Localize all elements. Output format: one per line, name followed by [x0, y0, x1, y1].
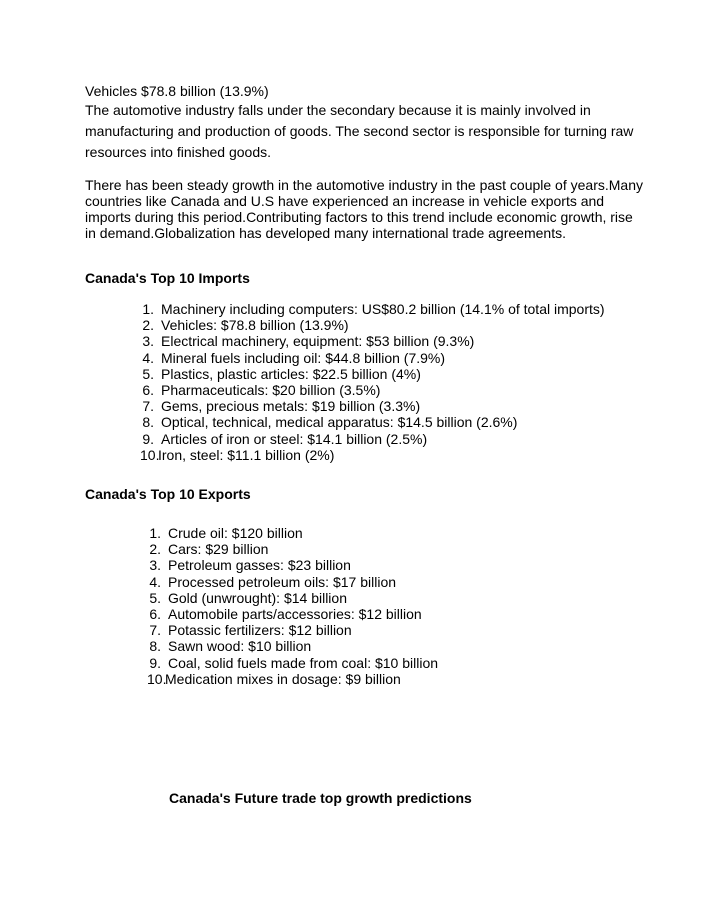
list-item — [140, 333, 605, 349]
list-item — [147, 606, 438, 622]
list-number: 10. — [147, 670, 167, 687]
list-item — [140, 447, 605, 463]
list-number: 8. — [142, 414, 154, 431]
list-item-text: Sawn wood: $10 billion — [168, 638, 312, 655]
list-item-text: Cars: $29 billion — [168, 541, 269, 558]
list-item — [147, 655, 438, 671]
list-item — [140, 350, 605, 366]
list-item-text: Iron, steel: $11.1 billion (2%) — [158, 446, 335, 463]
list-item — [140, 382, 605, 398]
list-number: 4. — [149, 573, 161, 590]
list-item-text: Machinery including computers: US$80.2 billion (14.1% of total imports) — [161, 301, 605, 317]
list-number: 4. — [142, 349, 154, 366]
list-item — [147, 622, 438, 638]
list-item-text: Articles of iron or steel: $14.1 billion (2.5%) — [161, 430, 428, 447]
list-number: 6. — [142, 381, 154, 398]
exports-heading: Canada's Top 10 Exports — [85, 486, 251, 502]
list-item — [140, 398, 605, 414]
list-item — [147, 574, 438, 590]
list-number: 9. — [149, 654, 161, 671]
list-number: 3. — [142, 333, 154, 350]
list-number: 1. — [142, 301, 154, 317]
list-item-text: Electrical machinery, equipment: $53 billion (9.3%) — [161, 333, 475, 350]
list-number: 7. — [149, 622, 161, 639]
exports-list — [147, 525, 438, 687]
list-item — [140, 414, 605, 430]
list-item-text: Optical, technical, medical apparatus: $14.5 billion (2.6%) — [161, 414, 518, 431]
list-item — [140, 366, 605, 382]
list-item-text: Gold (unwrought): $14 billion — [168, 589, 347, 606]
list-item — [140, 317, 605, 333]
list-item-text: Medication mixes in dosage: $9 billion — [165, 670, 401, 687]
list-item-text: Pharmaceuticals: $20 billion (3.5%) — [161, 381, 381, 398]
list-item — [147, 590, 438, 606]
list-number: 9. — [142, 430, 154, 447]
intro-line: Vehicles $78.8 billion (13.9%) — [85, 83, 269, 99]
list-number: 2. — [149, 541, 161, 558]
list-item-text: Automobile parts/accessories: $12 billion — [168, 605, 422, 622]
list-item-text: Vehicles: $78.8 billion (13.9%) — [161, 317, 349, 334]
list-item — [147, 557, 438, 573]
list-number: 2. — [142, 317, 154, 334]
list-number: 6. — [149, 605, 161, 622]
list-item-text: Coal, solid fuels made from coal: $10 billion — [168, 654, 439, 671]
list-number: 10. — [140, 446, 160, 463]
list-item-text: Gems, precious metals: $19 billion (3.3%) — [161, 398, 421, 415]
list-item — [140, 431, 605, 447]
list-number: 7. — [142, 398, 154, 415]
list-item-text: Crude oil: $120 billion — [168, 525, 303, 541]
list-item — [147, 671, 438, 687]
list-item-text: Potassic fertilizers: $12 billion — [168, 622, 352, 639]
list-number: 5. — [142, 365, 154, 382]
list-item — [140, 301, 605, 317]
paragraph-growth: There has been steady growth in the automotive industry in the past couple of years.Many countries like Canada and U.S have experienced an increase in vehicle exports and imports during this period.Contributing factors to this trend include economic growth, rise in demand.Globalization has developed many international trade agreements. — [85, 177, 643, 241]
list-number: 3. — [149, 557, 161, 574]
list-item-text: Mineral fuels including oil: $44.8 billion (7.9%) — [161, 349, 446, 366]
list-item-text: Plastics, plastic articles: $22.5 billion (4%) — [161, 365, 421, 382]
list-item — [147, 541, 438, 557]
list-number: 5. — [149, 589, 161, 606]
list-item-text: Petroleum gasses: $23 billion — [168, 557, 351, 574]
list-number: 8. — [149, 638, 161, 655]
imports-heading: Canada's Top 10 Imports — [85, 270, 250, 286]
list-item-text: Processed petroleum oils: $17 billion — [168, 573, 397, 590]
list-number: 1. — [149, 525, 161, 541]
list-item — [147, 525, 438, 541]
future-heading: Canada's Future trade top growth predictions — [169, 790, 472, 806]
imports-list — [140, 301, 605, 463]
list-item — [147, 638, 438, 654]
paragraph-automotive-sector: The automotive industry falls under the secondary because it is mainly involved in manufacturing and production of goods. The second sector is responsible for turning raw resources into finished goods. — [85, 102, 634, 160]
